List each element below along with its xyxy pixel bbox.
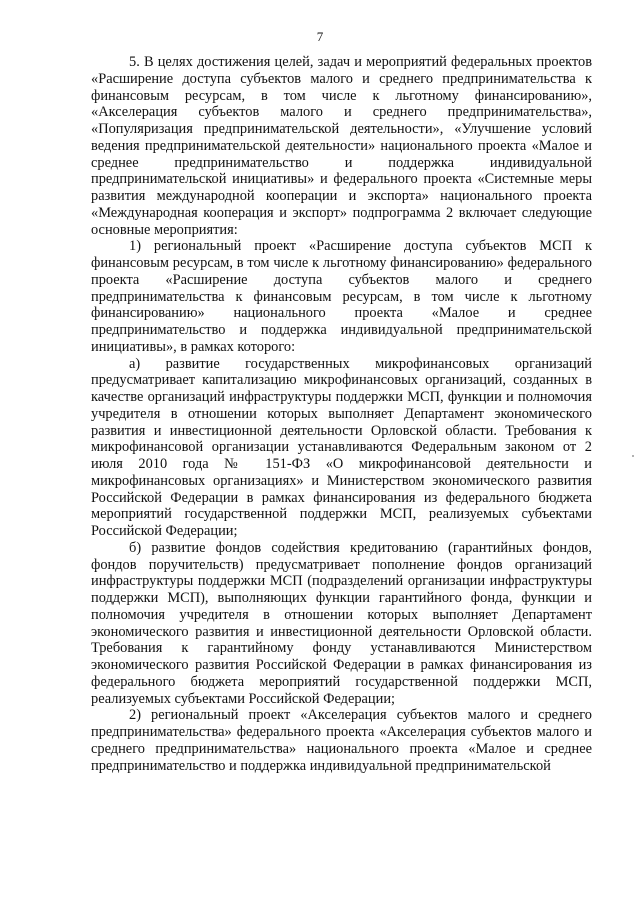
document-body (91, 54, 592, 774)
paragraph-subitem-b-guarantee-funds: б) развитие фондов содействия кредитованию (гарантийных фондов, фондов поручительств) предусматривает пополнение фондов организаций инфраструктуры поддержки МСП (подразделений организации инфраструктуры поддержки МСП), выполняющих функции гарантийного фонда, функции и полномочия учредителя в отношении которых выполняет Департамент экономического развития и инвестиционной деятельности Орловской области. Требования к гарантийному фонду устанавливаются Министерством экономического развития Российской Федерации в рамках финансирования из федерального бюджета мероприятий государственной поддержки МСП, реализуемых субъектами Российской Федерации; (91, 539, 592, 707)
paragraph-item-2-acceleration: 2) региональный проект «Акселерация субъектов малого и среднего предпринимательства» федерального проекта «Акселерация субъектов малого и среднего предпринимательства» национального проекта «Малое и среднее предпринимательство и поддержка индивидуальной предпринимательской (91, 707, 592, 774)
scan-speck (632, 455, 634, 457)
page-number: 7 (316, 29, 324, 44)
paragraph-intro-item-5: 5. В целях достижения целей, задач и мероприятий федеральных проектов «Расширение доступа субъектов малого и среднего предпринимательства к финансовым ресурсам, в том числе к льготному финансированию», «Акселерация субъектов малого и среднего предпринимательства», «Популяризация предпринимательской деятельности», «Улучшение условий ведения предпринимательской деятельности» национального проекта «Малое и среднее предпринимательство и поддержка индивидуальной предпринимательской инициативы» и федерального проекта «Системные меры развития международной кооперации и экспорта» национального проекта «Международная кооперация и экспорт» подпрограмма 2 включает следующие основные мероприятия: (91, 54, 592, 238)
paragraph-subitem-a-microfinance: а) развитие государственных микрофинансовых организаций предусматривает капитализацию микрофинансовых организаций, созданных в качестве организаций инфраструктуры поддержки МСП, функции и полномочия учредителя в отношении которых выполняет Департамент экономического развития и инвестиционной деятельности Орловской области. Требования к микрофинансовой организации устанавливаются Федеральным законом от 2 июля 2010 года № 151-ФЗ «О микрофинансовой деятельности и микрофинансовых организациях» и Министерством экономического развития Российской Федерации в рамках финансирования из федерального бюджета мероприятий государственной поддержки МСП, реализуемых субъектами Российской Федерации; (91, 355, 592, 539)
paragraph-item-1-regional-project: 1) региональный проект «Расширение доступа субъектов МСП к финансовым ресурсам, в том числе к льготному финансированию» федерального проекта «Расширение доступа субъектов малого и среднего предпринимательства к финансовым ресурсам, в том числе к льготному финансированию» национального проекта «Малое и среднее предпринимательство и поддержка индивидуальной предпринимательской инициативы», в рамках которого: (91, 238, 592, 355)
